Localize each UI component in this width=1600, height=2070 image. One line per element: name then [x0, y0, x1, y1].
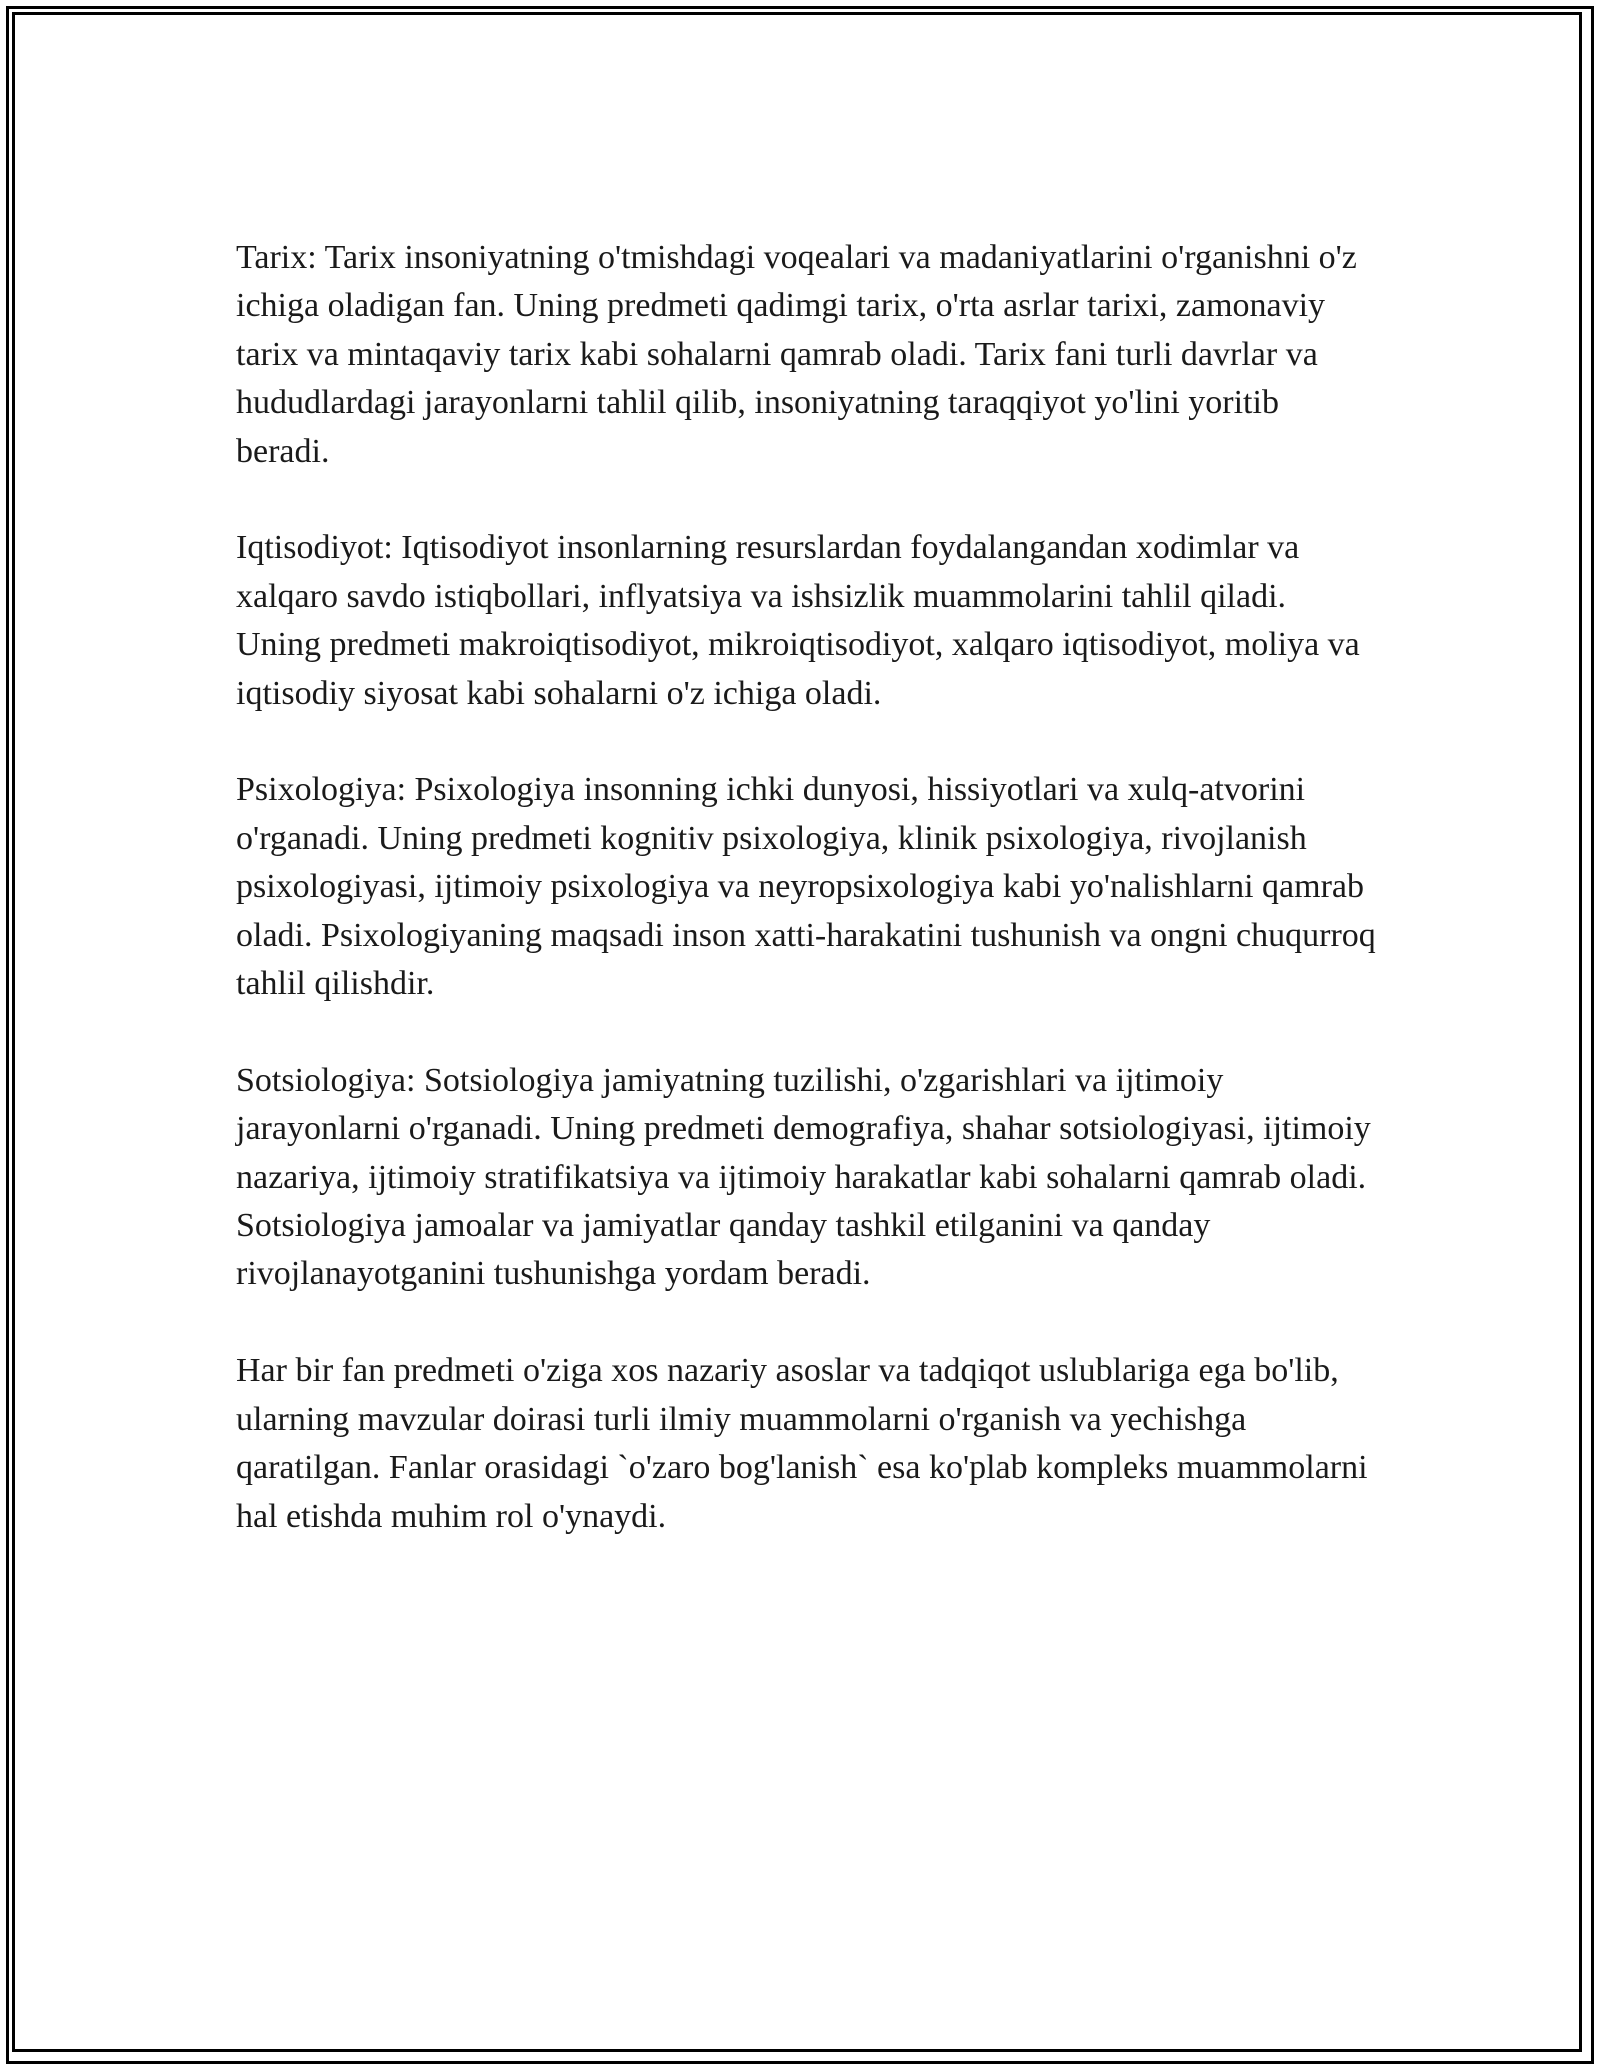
document-body	[236, 234, 1376, 1589]
paragraph-tarix: Tarix: Tarix insoniyatning o'tmishdagi voqealari va madaniyatlarini o'rganishni o'z ichiga oladigan fan. Uning predmeti qadimgi tarix, o'rta asrlar tarixi, zamonaviy tarix va mintaqaviy tarix kabi sohalarni qamrab oladi. Tarix fani turli davrlar va hududlardagi jarayonlarni tahlil qilib, insoniyatning taraqqiyot yo'lini yoritib beradi.	[236, 239, 1357, 470]
paragraph-conclusion: Har bir fan predmeti o'ziga xos nazariy asoslar va tadqiqot uslublariga ega bo'lib, ularning mavzular doirasi turli ilmiy muammolarni o'rganish va yechishga qaratilgan. Fanlar orasidagi `o'zaro bog'lanish` esa ko'plab kompleks muammolarni hal etishda muhim rol o'ynaydi.	[236, 1352, 1368, 1535]
paragraph-sotsiologiya: Sotsiologiya: Sotsiologiya jamiyatning tuzilishi, o'zgarishlari va ijtimoiy jarayonlarni o'rganadi. Uning predmeti demografiya, shahar sotsiologiyasi, ijtimoiy nazariya, ijtimoiy stratifikatsiya va ijtimoiy harakatlar kabi sohalarni qamrab oladi. Sotsiologiya jamoalar va jamiyatlar qanday tashkil etilganini va qanday rivojlanayotganini tushunishga yordam beradi.	[236, 1061, 1371, 1293]
paragraph-iqtisodiyot: Iqtisodiyot: Iqtisodiyot insonlarning resurslardan foydalangandan xodimlar va xalqaro savdo istiqbollari, inflyatsiya va ishsizlik muammolarini tahlil qiladi. Uning predmeti makroiqtisodiyot, mikroiqtisodiyot, xalqaro iqtisodiyot, moliya va iqtisodiy siyosat kabi sohalarni o'z ichiga oladi.	[236, 529, 1360, 712]
paragraph-psixologiya: Psixologiya: Psixologiya insonning ichki dunyosi, hissiyotlari va xulq-atvorini o'rganadi. Uning predmeti kognitiv psixologiya, klinik psixologiya, rivojlanish psixologiyasi, ijtimoiy psixologiya va neyropsixologiya kabi yo'nalishlarni qamrab oladi. Psixologiyaning maqsadi inson xatti-harakatini tushunish va ongni chuqurroq tahlil qilishdir.	[236, 771, 1376, 1003]
